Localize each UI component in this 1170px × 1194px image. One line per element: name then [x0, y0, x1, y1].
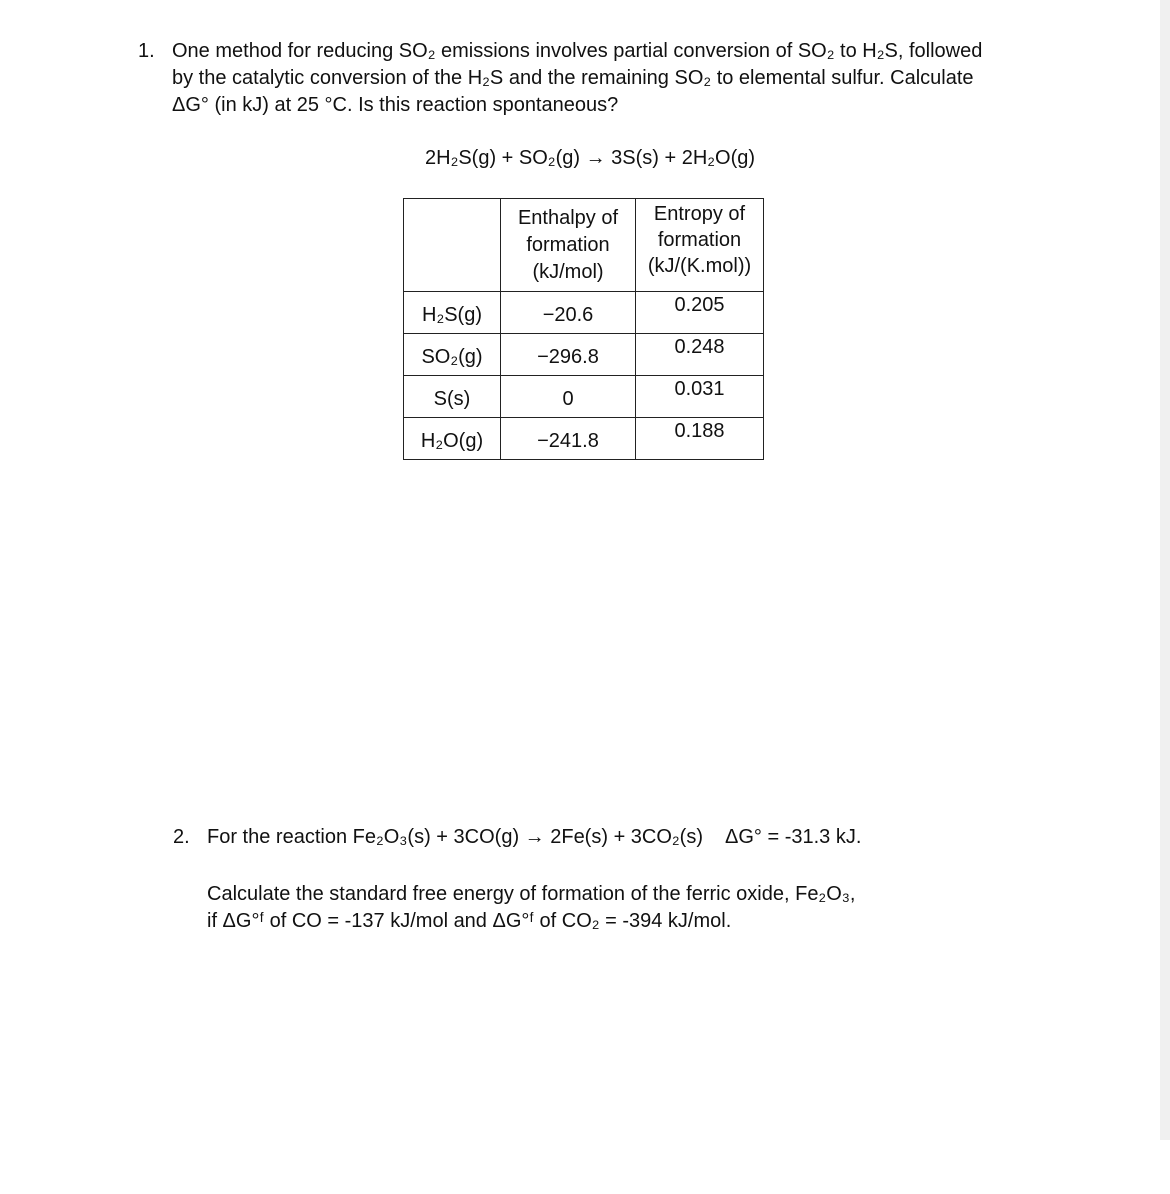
table-row: [404, 334, 764, 376]
enthalpy-cell: −241.8: [501, 418, 636, 460]
question-1-line: ΔG° (in kJ) at 25 °C. Is this reaction spontaneous?: [172, 94, 619, 116]
header-line: (kJ/(K.mol)): [647, 255, 752, 277]
question-1: [138, 38, 1038, 119]
header-line: formation: [657, 229, 742, 251]
question-2-number: 2.: [173, 826, 190, 848]
enthalpy-cell: −20.6: [501, 292, 636, 334]
entropy-cell: 0.188: [636, 418, 764, 460]
vertical-scrollbar[interactable]: [1160, 0, 1170, 1140]
question-2-delta-g: ΔG° = -31.3 kJ.: [725, 826, 862, 848]
header-line: Enthalpy of: [517, 206, 619, 229]
table-row: [404, 418, 764, 460]
table-header-entropy: [636, 199, 764, 292]
question-2-prompt: [207, 881, 1133, 935]
reaction-equation: 2H₂S(g) + SO₂(g) → 3S(s) + 2H₂O(g): [425, 147, 756, 169]
question-2-line: Calculate the standard free energy of formation of the ferric oxide, Fe₂O₃,: [207, 883, 856, 905]
question-2-reaction: For the reaction Fe₂O₃(s) + 3CO(g) → 2Fe(s) + 3CO₂(s): [207, 826, 704, 848]
question-1-line: by the catalytic conversion of the H₂S and the remaining SO₂ to elemental sulfur. Calculate: [172, 67, 974, 89]
enthalpy-cell: −296.8: [501, 334, 636, 376]
header-line: formation: [526, 233, 610, 256]
question-1-text: [172, 38, 1038, 119]
question-1-number: 1.: [138, 40, 155, 62]
question-2-text: [207, 824, 1133, 935]
species-cell: H₂O(g): [404, 418, 501, 460]
header-line: Entropy of: [653, 203, 746, 225]
table-header-blank: [404, 199, 501, 292]
entropy-cell: 0.248: [636, 334, 764, 376]
question-2: [173, 824, 1133, 935]
species-cell: SO₂(g): [404, 334, 501, 376]
entropy-cell: 0.031: [636, 376, 764, 418]
enthalpy-cell: 0: [501, 376, 636, 418]
header-line: (kJ/mol): [532, 260, 604, 283]
species-cell: H₂S(g): [404, 292, 501, 334]
table-header-row: [404, 199, 764, 292]
question-2-line: if ΔG°ᶠ of CO = -137 kJ/mol and ΔG°ᶠ of CO₂ = -394 kJ/mol.: [207, 910, 732, 932]
species-cell: S(s): [404, 376, 501, 418]
entropy-cell: 0.205: [636, 292, 764, 334]
question-2-reaction-line: [207, 824, 1133, 851]
table-header-enthalpy: [501, 199, 636, 292]
thermo-data-table: [403, 198, 764, 460]
table-row: [404, 376, 764, 418]
question-1-line: One method for reducing SO₂ emissions involves partial conversion of SO₂ to H₂S, followed: [172, 40, 983, 62]
table-row: [404, 292, 764, 334]
